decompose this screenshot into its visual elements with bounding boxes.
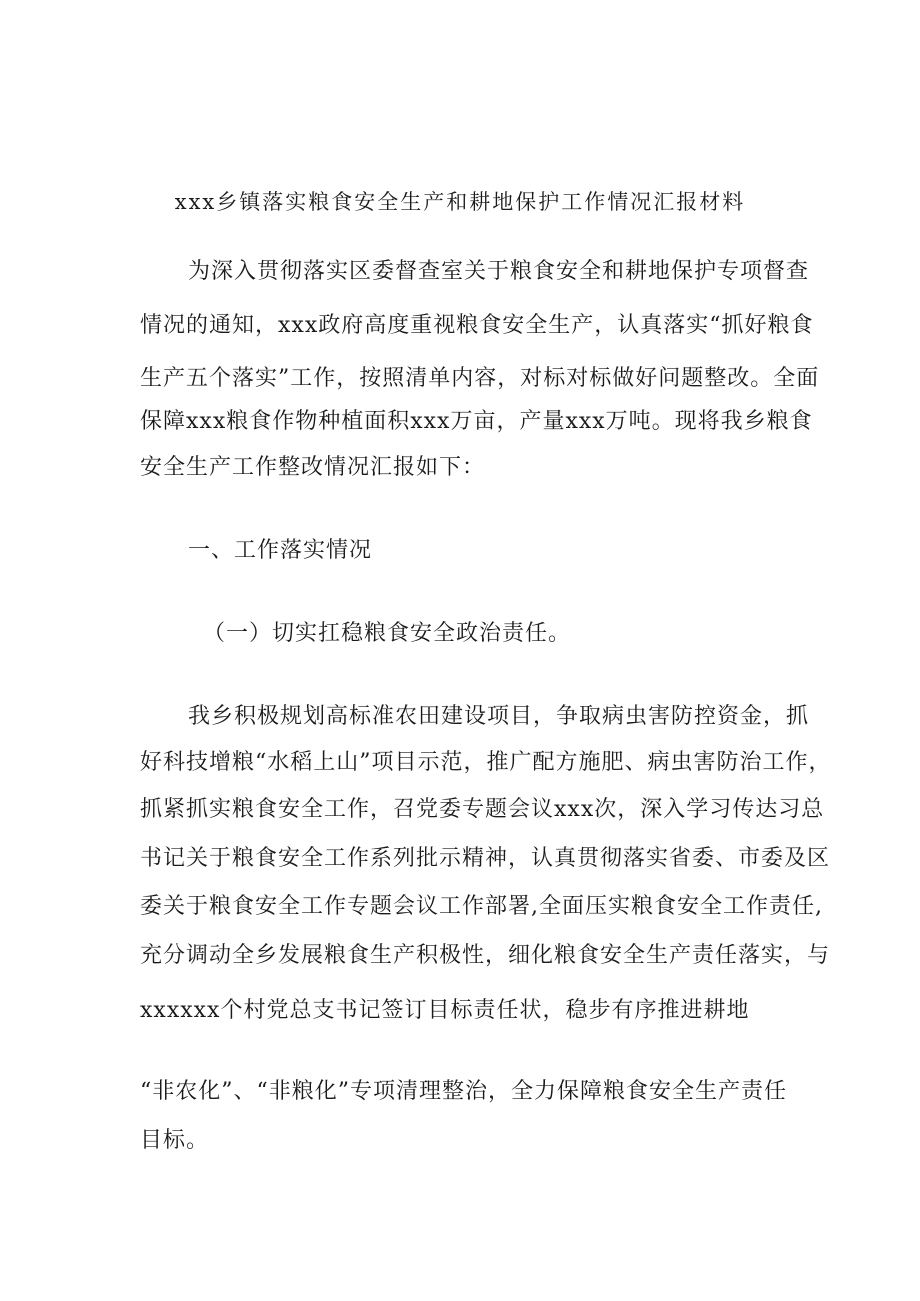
body-line-2: 好科技增粮“水稻上山”项目示范，推广配方施肥、病虫害防治工作， (140, 750, 832, 775)
section-heading: 一、工作落实情况 (188, 538, 373, 563)
intro-line-4: 保障xxx粮食作物种植面积xxx万亩，产量xxx万吨。现将我乡粮食 (140, 409, 813, 434)
subsection-heading: （一）切实扛稳粮食安全政治责任。 (203, 621, 572, 646)
body-line-1: 我乡积极规划高标准农田建设项目，争取病虫害防控资金，抓 (188, 704, 810, 729)
intro-line-3: 生产五个落实”工作，按照清单内容，对标对标做好问题整改。全面 (140, 366, 820, 391)
document-title: xxx乡镇落实粮食安全生产和耕地保护工作情况汇报材料 (174, 190, 746, 214)
body-line-3: 抓紧抓实粮食安全工作，召党委专题会议xxx次，深入学习传达习总 (140, 797, 825, 822)
body-line-6: 充分调动全乡发展粮食生产积极性，细化粮食安全生产责任落实，与 (140, 943, 831, 968)
intro-line-1: 为深入贯彻落实区委督查室关于粮食安全和耕地保护专项督查 (188, 259, 810, 284)
body-line-4: 书记关于粮食安全工作系列批示精神，认真贯彻落实省委、市委及区 (140, 846, 831, 871)
continuation-line-2: 目标。 (140, 1128, 210, 1153)
body-line-5: 委关于粮食安全工作专题会议工作部署,全面压实粮食安全工作责任, (140, 894, 823, 919)
intro-line-5: 安全生产工作整改情况汇报如下： (140, 455, 486, 480)
intro-line-2: 情况的通知，xxx政府高度重视粮食安全生产，认真落实“抓好粮食 (140, 313, 814, 338)
continuation-line-1: “非农化”、“非粮化”专项清理整治，全力保障粮食安全生产责任 (140, 1079, 787, 1104)
body-line-7: xxxxxx个村党总支书记签订目标责任状，稳步有序推进耕地 (140, 998, 750, 1023)
